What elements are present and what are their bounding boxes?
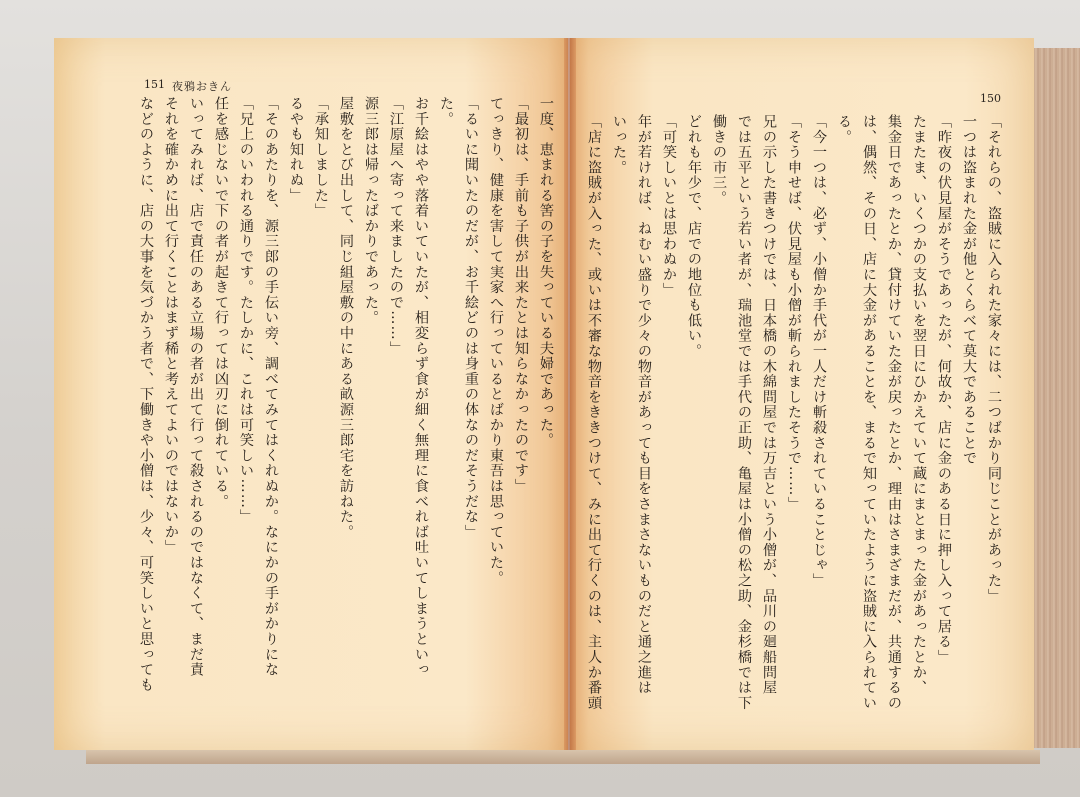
text-column: いってみれば、店で責任のある立場の者が出て行って殺されるのではなくて、まだ責: [188, 96, 204, 678]
text-column: では五平という若い者が、瑞池堂では手代の正助、亀屋は小僧の松之助、金杉橋では下: [736, 114, 752, 711]
open-book: [50, 34, 1080, 764]
text-column: 「そう申せば、伏見屋も小僧が斬られましたそうで……」: [786, 114, 802, 512]
text-column: お千絵はやや落着いていたが、相変らず食が細く無理に食べれば吐いてしまうといっ: [413, 96, 429, 678]
text-column: いった。: [611, 114, 627, 176]
book-page-edges: [1033, 48, 1080, 748]
text-column: 「最初は、手前も子供が出来たとは知らなかったのです」: [513, 96, 529, 494]
text-column: てっきり、健康を害して実家へ行っているとばかり東吾は思っていた。: [488, 96, 504, 586]
running-head: 夜鴉おきん: [172, 80, 232, 93]
text-column: 年が若ければ、ねむい盛りで少々の物音があっても目をさまさないものだと通之進は: [636, 114, 652, 696]
text-column: 働きの市三。: [711, 114, 727, 206]
text-column: それを確かめに出て行くことはまず稀と考えてよいのではないか」: [163, 96, 179, 555]
left-page-number: 151: [144, 78, 165, 91]
text-column: る。: [836, 114, 852, 145]
text-column: 「兄上のいわれる通りです。たしかに、これは可笑しい……」: [238, 96, 254, 525]
text-column: 「可笑しいとは思わぬか」: [661, 114, 677, 298]
text-column: 「今一つは、必ず、小僧か手代が一人だけ斬殺されていることじゃ」: [811, 114, 827, 589]
text-column: 兄の示した書きつけでは、日本橋の木綿問屋では万吉という小僧が、品川の廻船問屋: [761, 114, 777, 696]
text-column: 「承知しました」: [313, 96, 329, 219]
text-column: たまたま、いくつかの支払いを翌日にひかえていて蔵にまとまった金があったとか、: [911, 114, 927, 696]
text-column: るやも知れぬ」: [288, 96, 304, 204]
right-page-text: [586, 114, 1006, 734]
text-column: 一度、恵まれる筈の子を失っている夫婦であった。: [538, 96, 554, 448]
text-column: などのように、店の大事を気づかう者で、下働きや小僧は、少々、可笑しいと思っても: [138, 96, 154, 693]
text-column: 「店に盗賊が入った、或いは不審な物音をききつけて、みに出て行くのは、主人か番頭: [586, 114, 602, 711]
text-column: 「江原屋へ寄って来ましたので……」: [388, 96, 404, 357]
book-bottom-edge: [86, 750, 1040, 764]
text-column: 「そのあたりを、源三郎の手伝い旁、調べてみてはくれぬか。なにかの手がかりにな: [263, 96, 279, 678]
text-column: 屋敷をとび出して、同じ組屋敷の中にある畝源三郎宅を訪ねた。: [338, 96, 354, 540]
text-column: は、偶然、その日、店に大金があることを、まるで知っていたように盗賊に入られてい: [861, 114, 877, 711]
text-column: 任を感じないで下の者が起きて行っては凶刃に倒れている。: [213, 96, 229, 510]
text-column: 一つは盗まれた金が他とくらべて莫大であることで: [961, 114, 977, 466]
text-column: 集金日であったとか、貸付けていた金が戻ったとか、理由はさまざまだが、共通するの: [886, 114, 902, 711]
book-gutter: [564, 38, 576, 750]
text-column: 源三郎は帰ったばかりであった。: [363, 96, 379, 326]
right-page-number: 150: [980, 92, 1001, 105]
text-column: 「るいに聞いたのだが、お千絵どのは身重の体なのだそうだな」: [463, 96, 479, 540]
text-column: 「昨夜の伏見屋がそうであったが、何故か、店に金のある日に押し入って居る」: [936, 114, 952, 665]
text-column: どれも年少で、店での地位も低い。: [686, 114, 702, 359]
text-column: 「それらの、盗賊に入られた家々には、二つばかり同じことがあった」: [986, 114, 1002, 604]
text-column: た。: [438, 96, 454, 127]
left-page-text: [138, 96, 558, 726]
